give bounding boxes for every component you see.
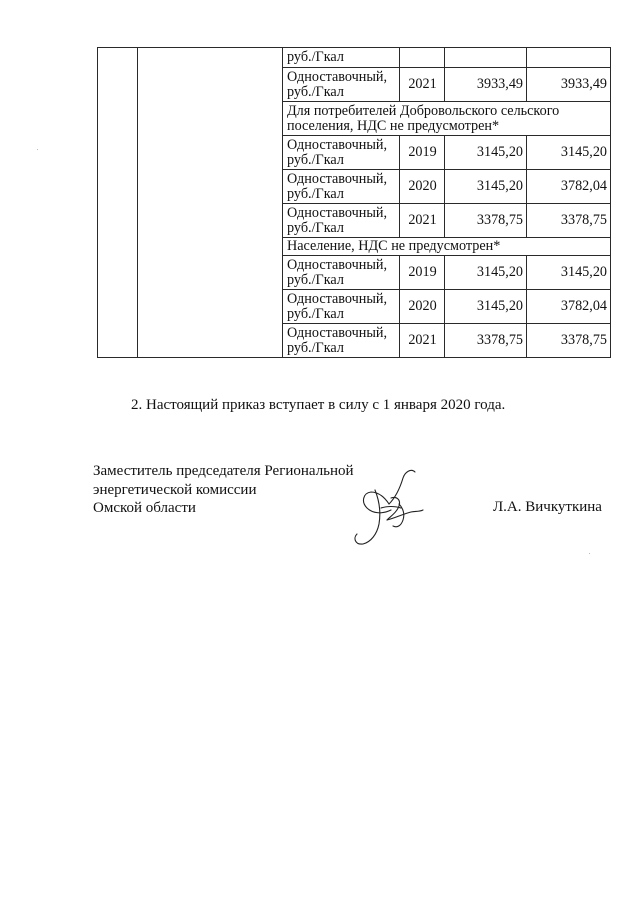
tariff-unit-cell: Одноставочный, руб./Гкал xyxy=(283,136,400,170)
signatory-title-line: Омской области xyxy=(93,500,196,516)
value-cell: 3145,20 xyxy=(445,290,527,324)
value-cell: 3145,20 xyxy=(527,136,611,170)
tariff-table xyxy=(97,47,611,358)
value-cell: 3145,20 xyxy=(445,256,527,290)
table-cell-blank xyxy=(98,48,138,358)
value-cell: 3378,75 xyxy=(527,324,611,358)
value-cell xyxy=(527,48,611,68)
year-cell: 2020 xyxy=(400,170,445,204)
tariff-unit-cell: Одноставочный, руб./Гкал xyxy=(283,324,400,358)
value-cell: 3378,75 xyxy=(445,204,527,238)
signatory-name: Л.А. Вичкуткина xyxy=(493,499,602,515)
value-cell: 3145,20 xyxy=(445,170,527,204)
year-cell: 2019 xyxy=(400,256,445,290)
year-cell: 2021 xyxy=(400,204,445,238)
table-row xyxy=(98,48,611,68)
tariff-unit-cell: Одноставочный, руб./Гкал xyxy=(283,256,400,290)
group-heading: Для потребителей Добровольского сельского поселения, НДС не предусмотрен* xyxy=(283,102,611,136)
value-cell: 3378,75 xyxy=(445,324,527,358)
year-cell xyxy=(400,48,445,68)
group-heading: Население, НДС не предусмотрен* xyxy=(283,238,611,256)
year-cell: 2019 xyxy=(400,136,445,170)
table-cell-blank xyxy=(138,48,283,358)
tariff-unit-cell: Одноставочный, руб./Гкал xyxy=(283,290,400,324)
scan-speck xyxy=(589,553,590,554)
tariff-unit-cell: Одноставочный, руб./Гкал xyxy=(283,68,400,102)
value-cell: 3782,04 xyxy=(527,290,611,324)
year-cell: 2021 xyxy=(400,68,445,102)
tariff-unit-cell: Одноставочный, руб./Гкал xyxy=(283,170,400,204)
value-cell: 3933,49 xyxy=(445,68,527,102)
value-cell: 3782,04 xyxy=(527,170,611,204)
value-cell xyxy=(445,48,527,68)
value-cell: 3933,49 xyxy=(527,68,611,102)
year-cell: 2021 xyxy=(400,324,445,358)
signatory-title xyxy=(93,462,354,518)
year-cell: 2020 xyxy=(400,290,445,324)
signatory-title-line: энергетической комиссии xyxy=(93,481,257,498)
value-cell: 3145,20 xyxy=(445,136,527,170)
tariff-unit-cell: Одноставочный, руб./Гкал xyxy=(283,204,400,238)
value-cell: 3378,75 xyxy=(527,204,611,238)
scan-speck xyxy=(37,149,38,150)
handwritten-signature xyxy=(345,468,430,546)
tariff-unit-cell: руб./Гкал xyxy=(283,48,400,68)
signatory-title-line: Заместитель председателя Региональной xyxy=(93,463,354,479)
order-clause: 2. Настоящий приказ вступает в силу с 1 января 2020 года. xyxy=(131,397,506,413)
value-cell: 3145,20 xyxy=(527,256,611,290)
